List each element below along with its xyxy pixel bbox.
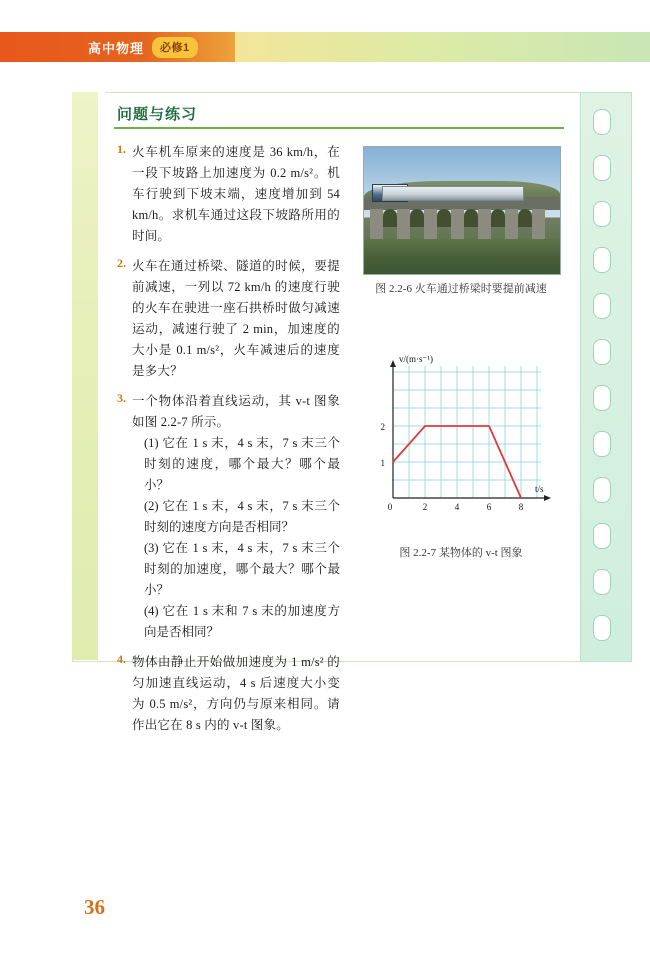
x-tick-6: 6 <box>486 502 492 512</box>
y-tick-2: 2 <box>380 422 385 432</box>
problem-subitem: (3) 它在 1 s 末，4 s 末，7 s 末三个时刻的加速度，哪个最大？哪个最小？ <box>144 541 340 597</box>
photo-pier <box>397 209 410 239</box>
problem-number: 1. <box>117 142 126 156</box>
x-tick-4: 4 <box>454 502 460 512</box>
photo-arch <box>437 209 451 227</box>
binder-hole <box>593 293 611 319</box>
problem-text: 火车机车原来的速度是 36 km/h，在一段下坡路上加速度为 0.2 m/s²。机车行驶到下坡末端，速度增加到 54 km/h。求机车通过这段下坡路所用的时间。 <box>132 145 340 243</box>
problem-number: 2. <box>117 256 126 270</box>
binder-hole <box>593 109 611 135</box>
x-axis-arrow <box>544 495 551 501</box>
problem-list <box>110 142 340 745</box>
book-title: 高中物理 <box>88 41 145 56</box>
binder-hole <box>593 155 611 181</box>
problem-subitem: (4) 它在 1 s 末和 7 s 末的加速度方向是否相同？ <box>144 604 340 639</box>
y-axis-arrow <box>390 360 396 367</box>
binder-hole <box>593 431 611 457</box>
figure-caption: 图 2.2-7 某物体的 v-t 图象 <box>399 547 523 559</box>
photo-bridge-piers <box>364 209 560 239</box>
vt-graph <box>363 352 559 539</box>
chart-grid <box>393 366 541 498</box>
problem-item <box>110 391 340 643</box>
page-number: 36 <box>84 895 105 919</box>
problem-number: 3. <box>117 391 126 405</box>
problem-item <box>110 652 340 736</box>
photo-arch <box>491 209 505 227</box>
x-tick-2: 2 <box>422 502 428 512</box>
binder-hole <box>593 339 611 365</box>
train-bridge-photo <box>363 146 561 275</box>
binder-hole <box>593 569 611 595</box>
binder-hole <box>593 385 611 411</box>
binder-tab-column <box>580 92 632 662</box>
problem-number: 4. <box>117 652 126 666</box>
left-strip-spacer <box>98 92 105 660</box>
figure-chart <box>363 352 559 560</box>
photo-arch <box>464 209 478 227</box>
problem-text: 物体由静止开始做加速度为 1 m/s² 的匀加速直线运动，4 s 后速度大小变为 0.5 m/s²，方向仍与原来相同。请作出它在 8 s 内的 v-t 图象。 <box>132 655 340 732</box>
photo-train-cars <box>382 186 524 201</box>
problem-item <box>110 142 340 247</box>
photo-pier <box>532 209 545 239</box>
photo-pier <box>424 209 437 239</box>
binder-hole <box>593 477 611 503</box>
left-decorative-strip <box>72 92 99 660</box>
photo-pier <box>478 209 491 239</box>
x-axis-label: t/s <box>535 484 544 494</box>
problem-text: 火车在通过桥梁、隧道的时候，要提前减速，一列以 72 km/h 的速度行驶的火车在驶进一座石拱桥时做匀减速运动，减速行驶了 2 min，加速度的大小是 0.1 m/s²，火车减速后的速度是多大？ <box>132 259 340 378</box>
binder-hole <box>593 523 611 549</box>
photo-arch <box>383 209 397 227</box>
binder-hole <box>593 201 611 227</box>
problem-subitem: (2) 它在 1 s 末，4 s 末，7 s 末三个时刻的速度方向是否相同？ <box>144 499 340 534</box>
header-green-block <box>235 32 650 62</box>
title-rule <box>114 127 564 129</box>
x-tick-0: 0 <box>387 502 393 512</box>
photo-pier <box>505 209 518 239</box>
figure-photo <box>363 146 559 296</box>
problem-item <box>110 256 340 382</box>
photo-arch <box>410 209 424 227</box>
binder-hole <box>593 247 611 273</box>
volume-badge: 必修1 <box>152 37 198 58</box>
photo-river <box>364 239 560 274</box>
problem-subitem: (1) 它在 1 s 末，4 s 末，7 s 末三个时刻的速度，哪个最大？哪个最小？ <box>144 436 340 492</box>
page-header-band <box>0 0 650 70</box>
photo-arch <box>518 209 532 227</box>
y-tick-1: 1 <box>380 458 385 468</box>
figure-caption: 图 2.2-6 火车通过桥梁时要提前减速 <box>375 283 547 295</box>
photo-pier <box>451 209 464 239</box>
photo-pier <box>370 209 383 239</box>
problem-text: 一个物体沿着直线运动，其 v-t 图象如图 2.2-7 所示。 <box>132 394 340 429</box>
y-axis-label: v/(m·s⁻¹) <box>399 354 433 364</box>
section-title: 问题与练习 <box>117 106 198 123</box>
binder-hole <box>593 615 611 641</box>
x-tick-8: 8 <box>518 502 524 512</box>
vt-graph-svg <box>363 352 559 539</box>
